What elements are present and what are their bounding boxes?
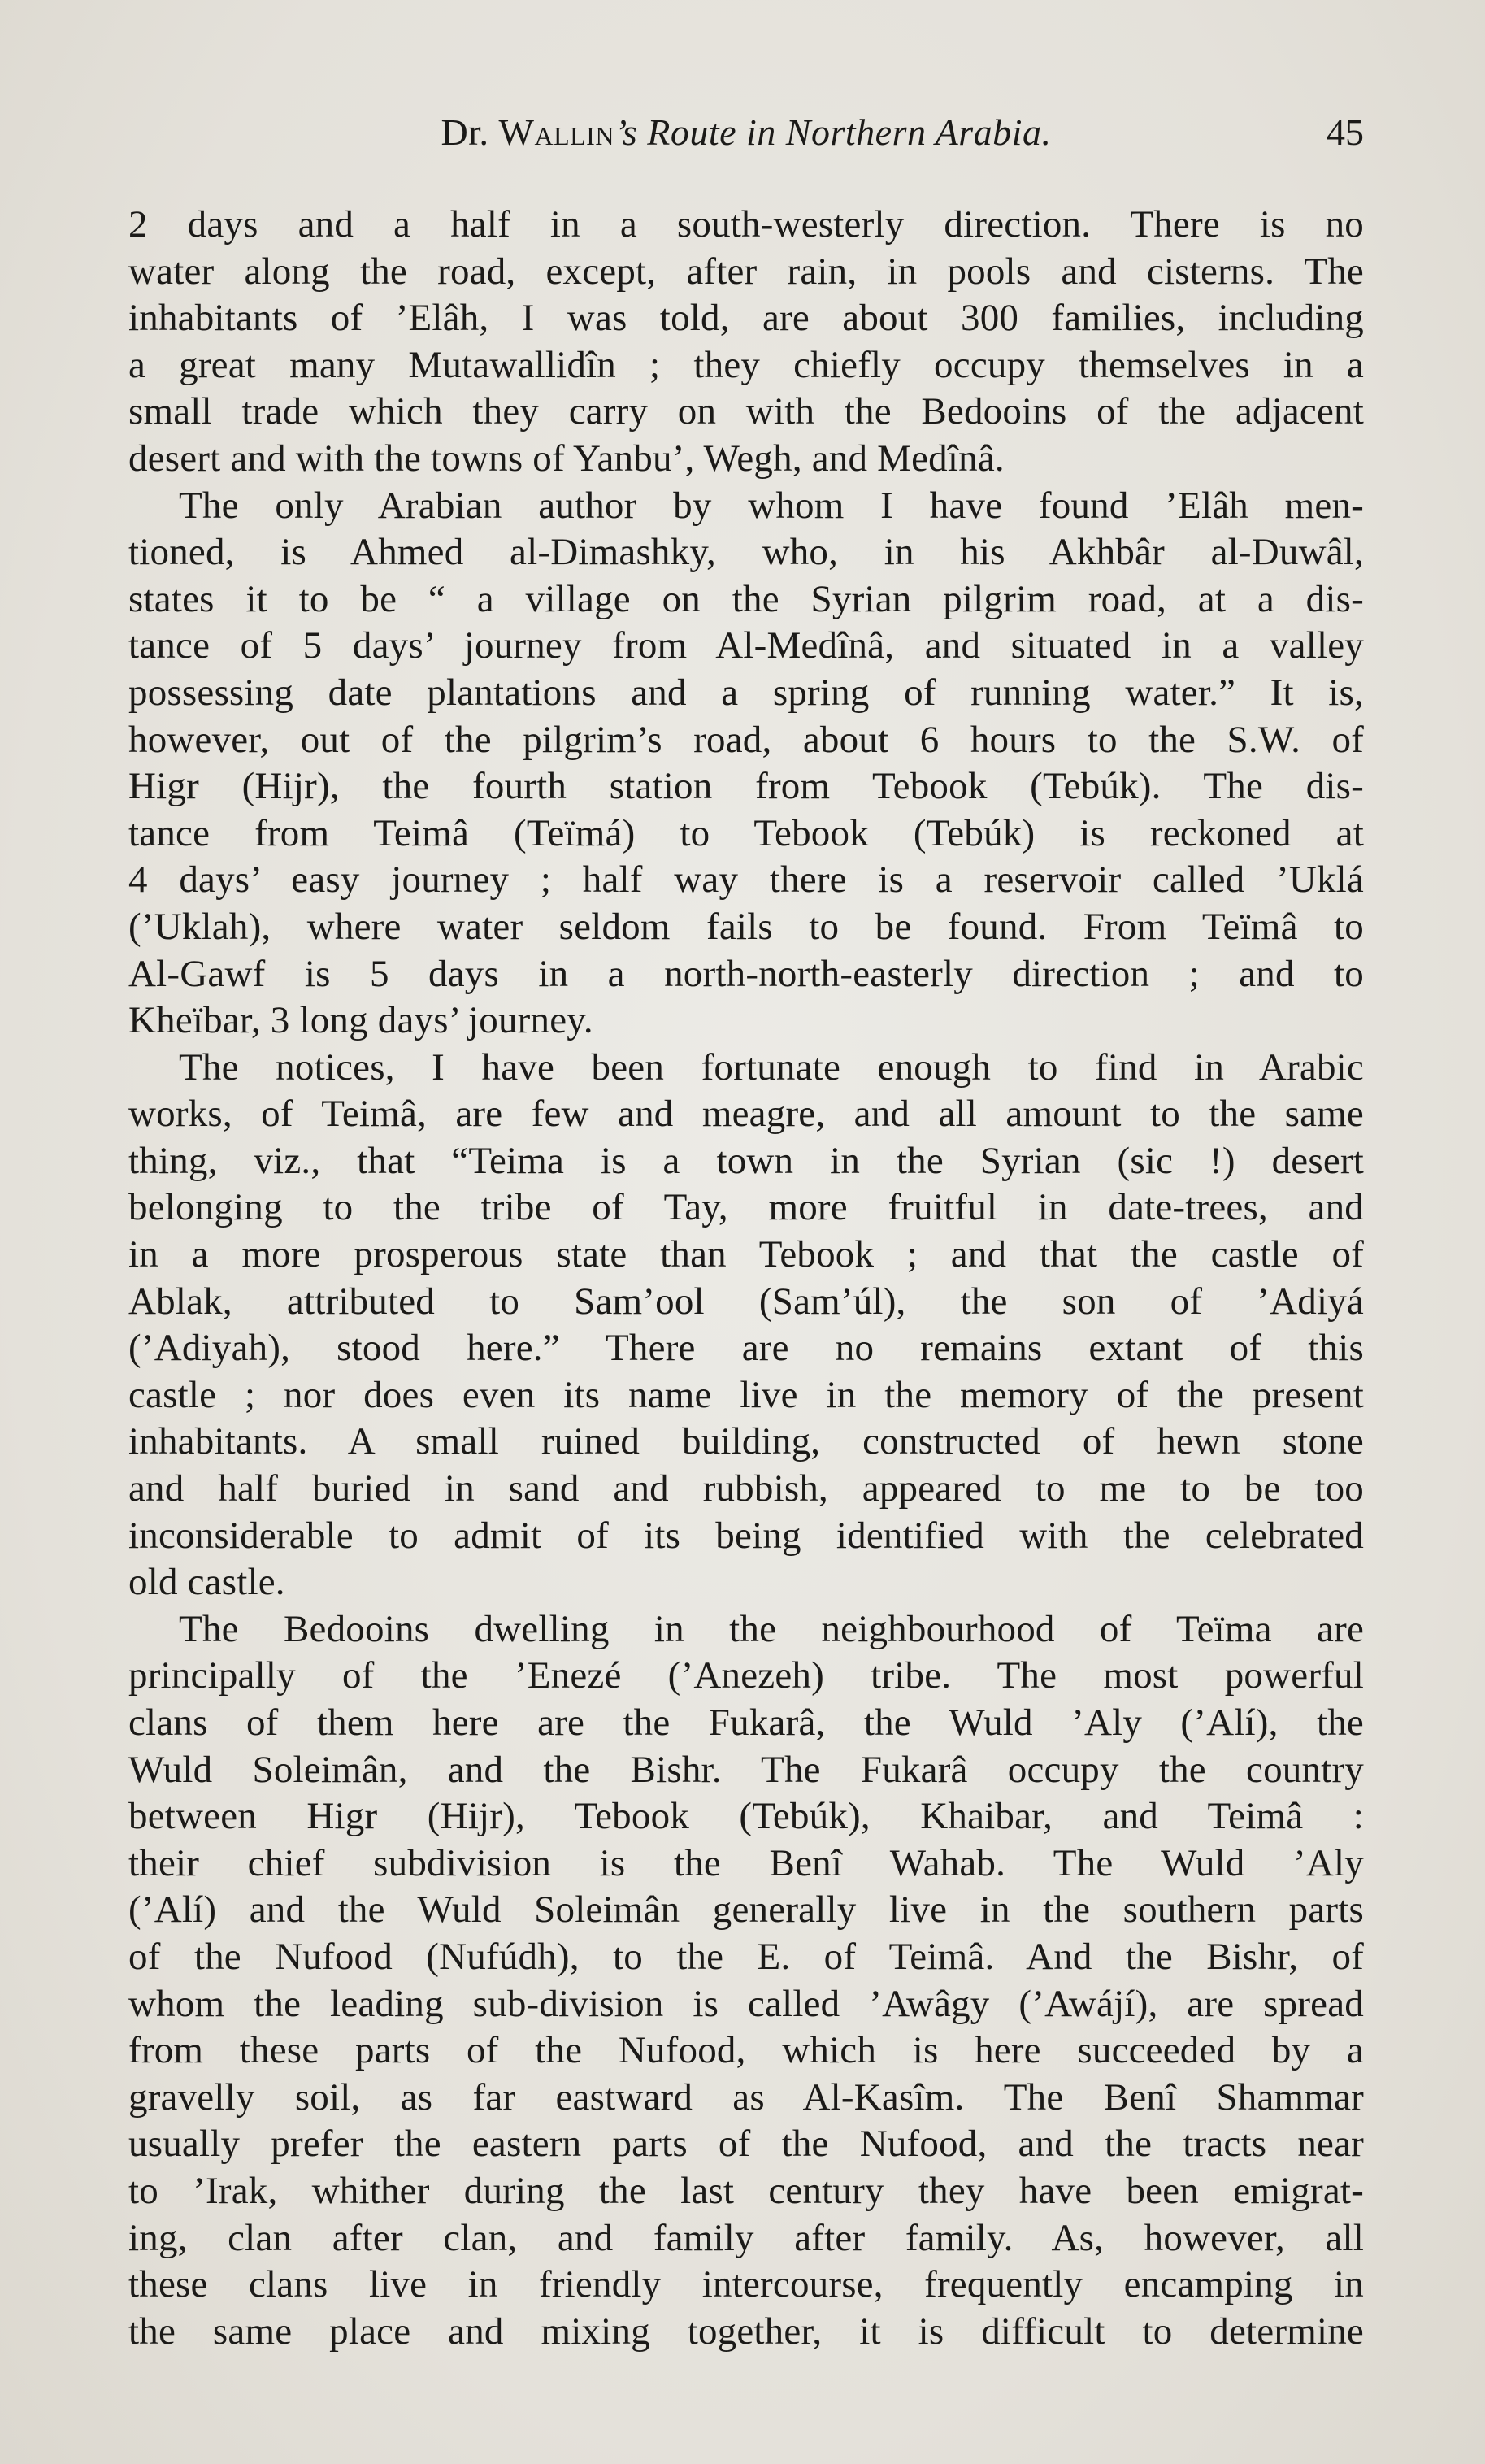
text-line: Wuld Soleimân, and the Bishr. The Fukarâ occupy the country — [128, 1748, 1364, 1791]
text-line: The Bedooins dwelling in the neighbourhood of Teïma are — [179, 1607, 1364, 1650]
text-line: from these parts of the Nufood, which is here succeeded by a — [128, 2029, 1364, 2072]
text-line: works, of Teimâ, are few and meagre, and all amount to the same — [128, 1093, 1364, 1136]
text-line: The only Arabian author by whom I have found ’Elâh men- — [179, 484, 1364, 527]
text-line: water along the road, except, after rain, in pools and cisterns. The — [128, 250, 1364, 293]
running-title — [128, 104, 1364, 161]
text-line: clans of them here are the Fukarâ, the Wuld ’Aly (’Alí), the — [128, 1701, 1364, 1744]
text-line: 4 days’ easy journey ; half way there is a reservoir called ’Uklá — [128, 858, 1364, 902]
book-title: Route in Northern Arabia. — [647, 111, 1052, 153]
text-line: gravelly soil, as far eastward as Al-Kasîm. The Benî Shammar — [128, 2075, 1364, 2119]
text-line: old castle. — [128, 1561, 285, 1604]
text-line: tance from Teimâ (Teïmá) to Tebook (Tebúk) is reckoned at — [128, 811, 1364, 854]
text-line: and half buried in sand and rubbish, appeared to me to be too — [128, 1467, 1364, 1510]
text-line: the same place and mixing together, it is difficult to determine — [128, 2310, 1364, 2353]
text-line: to ’Irak, whither during the last century they have been emigrat- — [128, 2169, 1364, 2212]
text-line: castle ; nor does even its name live in the memory of the present — [128, 1373, 1364, 1416]
text-line: small trade which they carry on with the Bedooins of the adjacent — [128, 390, 1364, 433]
text-line: their chief subdivision is the Benî Wahab. The Wuld ’Aly — [128, 1841, 1364, 1884]
text-line: a great many Mutawallidîn ; they chiefly occupy themselves in a — [128, 343, 1364, 386]
author-suffix: ’s — [614, 111, 648, 153]
text-line: Ablak, attributed to Sam’ool (Sam’úl), the son of ’Adiyá — [128, 1280, 1364, 1323]
text-line: The notices, I have been fortunate enough to find in Arabic — [179, 1045, 1364, 1089]
text-line: tioned, is Ahmed al-Dimashky, who, in his Akhbâr al-Duwâl, — [128, 531, 1364, 574]
text-line: Kheïbar, 3 long days’ journey. — [128, 999, 593, 1042]
body-text — [128, 202, 1364, 2355]
text-line: (’Uklah), where water seldom fails to be found. From Teïmâ to — [128, 905, 1364, 948]
text-line: inhabitants. A small ruined building, constructed of hewn stone — [128, 1420, 1364, 1463]
text-line: desert and with the towns of Yanbu’, Wegh, and Medînâ. — [128, 437, 1005, 480]
text-line: thing, viz., that “Teima is a town in the Syrian (sic !) desert — [128, 1139, 1364, 1182]
text-line: of the Nufood (Nufúdh), to the E. of Teimâ. And the Bishr, of — [128, 1935, 1364, 1978]
text-line: possessing date plantations and a spring of running water.” It is, — [128, 671, 1364, 714]
text-line: (’Adiyah), stood here.” There are no remains extant of this — [128, 1327, 1364, 1370]
text-line: inconsiderable to admit of its being identified with the celebrated — [128, 1514, 1364, 1557]
author-name: Wallin — [498, 111, 614, 153]
text-line: 2 days and a half in a south-westerly direction. There is no — [128, 203, 1364, 246]
text-line: Al-Gawf is 5 days in a north-north-easterly direction ; and to — [128, 952, 1364, 995]
text-line: inhabitants of ’Elâh, I was told, are about 300 families, including — [128, 297, 1364, 340]
text-line: principally of the ’Enezé (’Anezeh) tribe. The most powerful — [128, 1654, 1364, 1697]
text-line: whom the leading sub-division is called ’Awâgy (’Awájí), are spread — [128, 1982, 1364, 2025]
text-line: ing, clan after clan, and family after family. As, however, all — [128, 2216, 1364, 2259]
text-line: (’Alí) and the Wuld Soleimân generally live in the southern parts — [128, 1888, 1364, 1932]
text-line: between Higr (Hijr), Tebook (Tebúk), Khaibar, and Teimâ : — [128, 1795, 1364, 1838]
text-line: states it to be “ a village on the Syrian pilgrim road, at a dis- — [128, 577, 1364, 620]
page-number: 45 — [1327, 111, 1364, 153]
text-line: however, out of the pilgrim’s road, about 6 hours to the S.W. of — [128, 718, 1364, 761]
text-line: usually prefer the eastern parts of the Nufood, and the tracts near — [128, 2123, 1364, 2166]
text-line: Higr (Hijr), the fourth station from Tebook (Tebúk). The dis- — [128, 765, 1364, 808]
text-line: in a more prosperous state than Tebook ; and that the castle of — [128, 1233, 1364, 1276]
text-line: belonging to the tribe of Tay, more fruitful in date-trees, and — [128, 1186, 1364, 1229]
author-prefix: Dr. — [441, 111, 499, 153]
running-header — [128, 104, 1364, 161]
text-line: these clans live in friendly intercourse, frequently encamping in — [128, 2263, 1364, 2306]
text-line: tance of 5 days’ journey from Al-Medînâ, and situated in a valley — [128, 624, 1364, 667]
